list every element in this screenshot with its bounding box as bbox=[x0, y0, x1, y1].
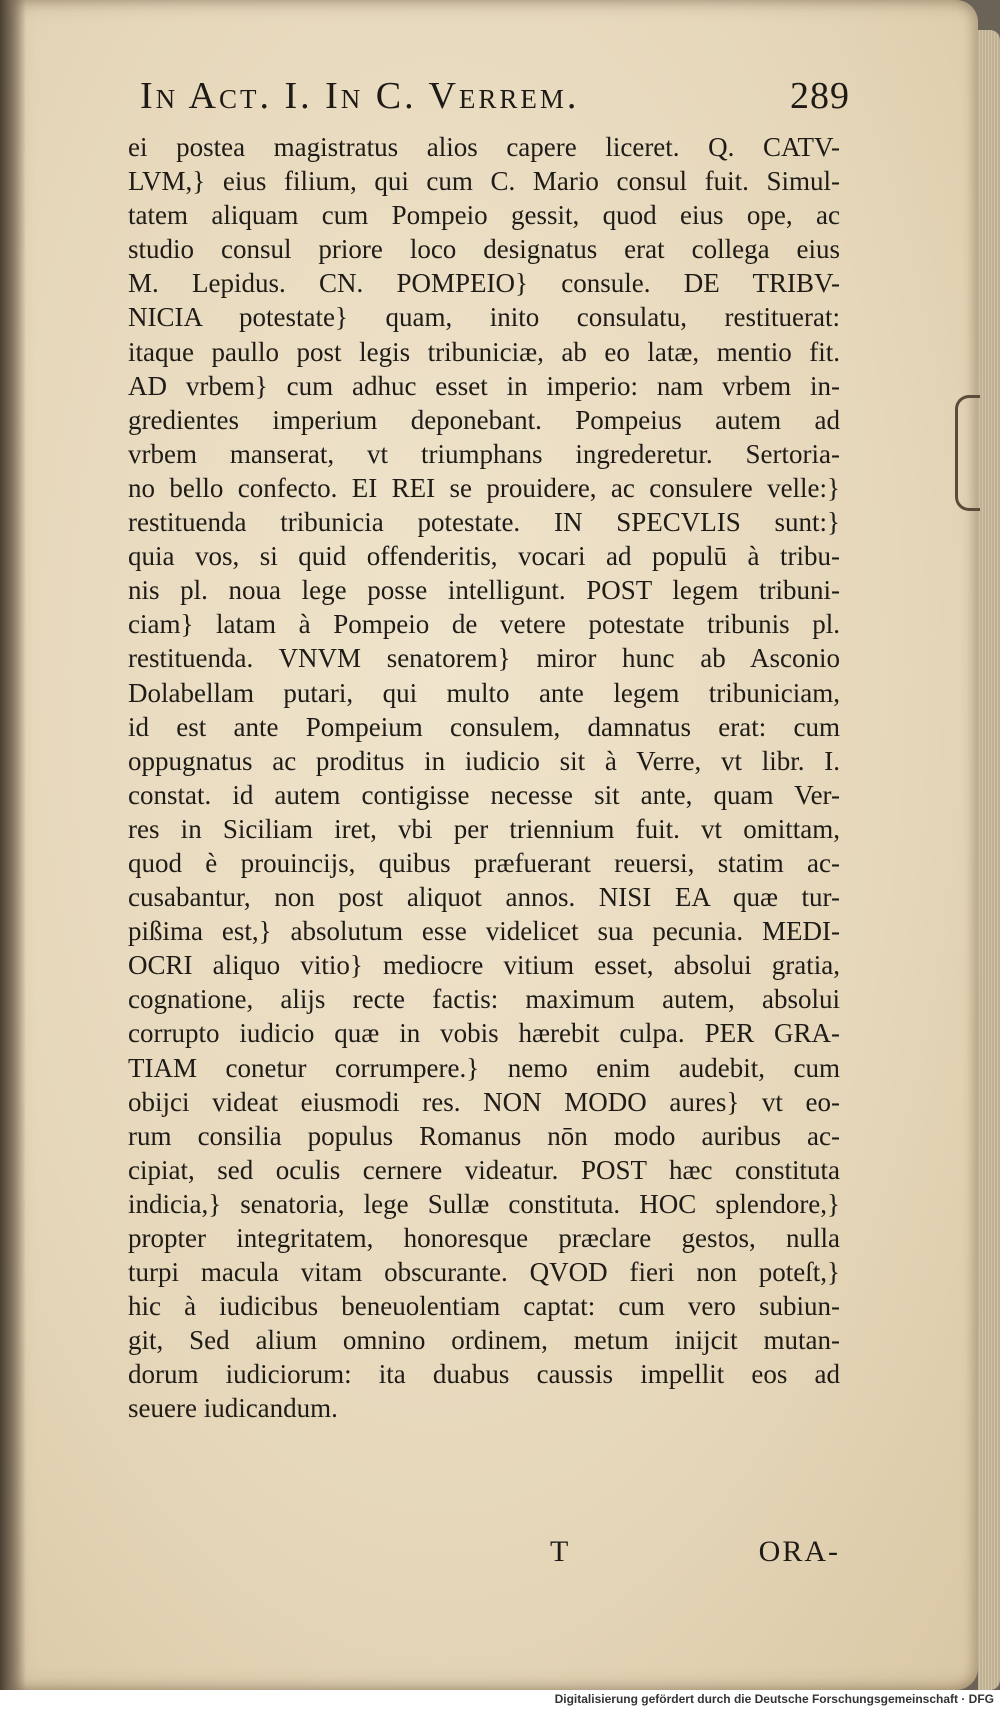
page-edges bbox=[978, 30, 1000, 1690]
text-line: gredientes imperium deponebant. Pompeius autem ad bbox=[128, 404, 840, 435]
text-line: corrupto iudicio quæ in vobis hærebit culpa. PER GRA- bbox=[128, 1018, 840, 1049]
text-line: restituenda. VNVM senatorem} miror hunc ab Asconio bbox=[128, 643, 840, 674]
text-line: vrbem manserat, vt triumphans ingrederetur. Sertoria- bbox=[128, 438, 840, 469]
page-gutter-shadow bbox=[0, 0, 26, 1690]
text-line: hic à iudicibus beneuolentiam captat: cum vero subiun- bbox=[128, 1291, 840, 1322]
text-line: oppugnatus ac proditus in iudicio sit à Verre, vt libr. I. bbox=[128, 745, 840, 776]
text-line: rum consilia populus Romanus nōn modo auribus ac- bbox=[128, 1120, 840, 1151]
text-line: indicia,} senatoria, lege Sullæ constituta. HOC splendore,} bbox=[128, 1188, 840, 1219]
text-line: seuere iudicandum. bbox=[128, 1393, 338, 1424]
text-line: obijci videat eiusmodi res. NON MODO aures} vt eo- bbox=[128, 1086, 840, 1117]
page-number: 289 bbox=[790, 75, 850, 117]
commentary-text-block bbox=[128, 130, 840, 1426]
text-line: TIAM conetur corrumpere.} nemo enim audebit, cum bbox=[128, 1052, 840, 1083]
text-line: quod è prouincijs, quibus præfuerant reuersi, statim ac- bbox=[128, 847, 840, 878]
text-line: propter integritatem, honoresque præclare gestos, nulla bbox=[128, 1223, 840, 1253]
text-line: Dolabellam putari, qui multo ante legem tribuniciam, bbox=[128, 677, 840, 708]
text-line: LVM,} eius filium, qui cum C. Mario consul fuit. Simul- bbox=[128, 166, 840, 197]
digitization-footer bbox=[0, 1690, 1000, 1710]
text-line: studio consul priore loco designatus erat collega eius bbox=[128, 234, 840, 265]
text-line: NICIA potestate} quam, inito consulatu, restituerat: bbox=[128, 302, 840, 333]
footer-credit: Digitalisierung gefördert durch die Deutsche Forschungsgemeinschaft · DFG bbox=[554, 1692, 994, 1706]
text-line: git, Sed alium omnino ordinem, metum inijcit mutan- bbox=[128, 1325, 840, 1356]
text-line: constat. id autem contigisse necesse sit ante, quam Ver- bbox=[128, 779, 840, 810]
text-line: restituenda tribunicia potestate. IN SPECVLIS sunt:} bbox=[128, 507, 840, 538]
text-line: ei postea magistratus alios capere liceret. Q. CATV- bbox=[128, 132, 840, 162]
text-line: cusabantur, non post aliquot annos. NISI EA quæ tur- bbox=[128, 882, 840, 913]
running-header bbox=[140, 74, 850, 124]
signature-mark: T bbox=[550, 1535, 571, 1568]
text-line: itaque paullo post legis tribuniciæ, ab eo latæ, mentio fit. bbox=[128, 336, 840, 367]
text-line: dorum iudiciorum: ita duabus caussis impellit eos ad bbox=[128, 1359, 840, 1390]
catchword: ORA- bbox=[758, 1535, 840, 1568]
text-line: res in Siciliam iret, vbi per triennium fuit. vt omittam, bbox=[128, 813, 840, 844]
text-line: quia vos, si quid offenderitis, vocari ad populū à tribu- bbox=[128, 541, 840, 572]
text-line: tatem aliquam cum Pompeio gessit, quod eius ope, ac bbox=[128, 200, 840, 231]
text-line: AD vrbem} cum adhuc esset in imperio: nam vrbem in- bbox=[128, 370, 840, 401]
text-line: OCRI aliquo vitio} mediocre vitium esset, absolui gratia, bbox=[128, 950, 840, 981]
running-title: In Act. I. In C. Verrem. bbox=[140, 75, 580, 117]
text-line: ciam} latam à Pompeio de vetere potestate tribunis pl. bbox=[128, 609, 840, 640]
text-line: cognatione, alijs recte factis: maximum autem, absolui bbox=[128, 984, 840, 1015]
text-line: cipiat, sed oculis cernere videatur. POST hæc constituta bbox=[128, 1154, 840, 1185]
text-line: nis pl. noua lege posse intelligunt. POST legem tribuni- bbox=[128, 575, 840, 606]
text-line: no bello confecto. EI REI se prouidere, ac consulere velle:} bbox=[128, 472, 840, 503]
text-line: turpi macula vitam obscurante. QVOD fieri non poteſt,} bbox=[128, 1257, 840, 1288]
text-line: pißima est,} absolutum esse videlicet sua pecunia. MEDI- bbox=[128, 916, 840, 947]
text-line: id est ante Pompeium consulem, damnatus erat: cum bbox=[128, 711, 840, 742]
bookmark-clasp bbox=[955, 395, 980, 511]
text-line: M. Lepidus. CN. POMPEIO} consule. DE TRIBV- bbox=[128, 268, 840, 299]
